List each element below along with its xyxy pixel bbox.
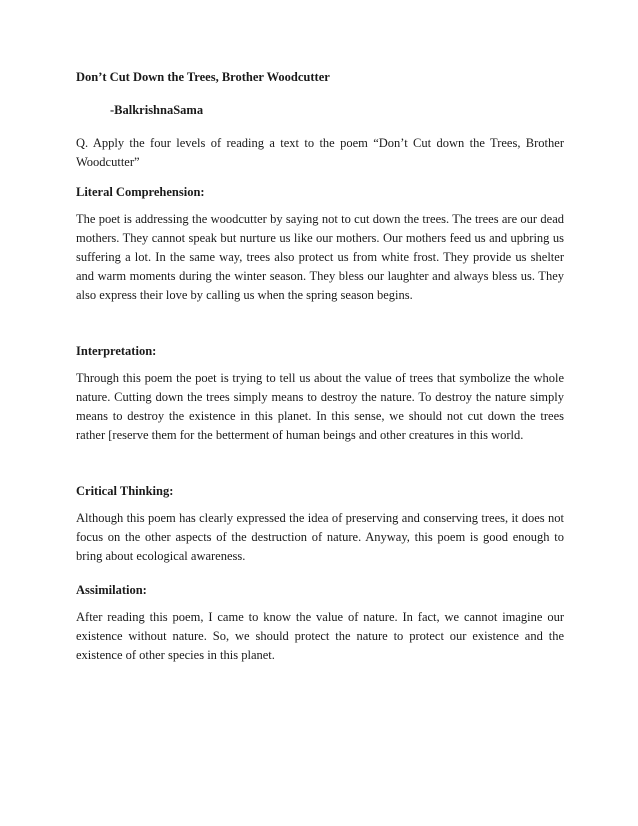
question-text: Q. Apply the four levels of reading a text to the poem “Don’t Cut down the Trees, Brother Woodcutter” <box>76 136 564 169</box>
section-body: Although this poem has clearly expressed the idea of preserving and conserving trees, it does not focus on the other aspects of the destruction of nature. Anyway, this poem is good enough to bring about ecological awareness. <box>76 511 564 563</box>
section-heading: Critical Thinking: <box>76 484 174 498</box>
document-author: -BalkrishnaSama <box>110 103 204 117</box>
section-assimilation <box>76 582 564 665</box>
section-critical-thinking <box>76 483 564 566</box>
section-body: Through this poem the poet is trying to tell us about the value of trees that symbolize the whole nature. Cutting down the trees simply means to destroy the nature. To destroy the nature simply means to destroy the existence in this planet. In this sense, we should not cut down the trees rather [reserve them for the betterment of human beings and other creatures in this world. <box>76 371 564 442</box>
document-title: Don’t Cut Down the Trees, Brother Woodcutter <box>76 70 330 84</box>
section-body: The poet is addressing the woodcutter by saying not to cut down the trees. The trees are our dead mothers. They cannot speak but nurture us like our mothers. Our mothers feed us and upbring us suffering a lot. In the same way, trees also protect us from white frost. They provide us shelter and warm moments during the winter season. They bless our laughter and always bless us. They also express their love by calling us when the spring season begins. <box>76 212 564 302</box>
section-interpretation <box>76 343 564 445</box>
section-heading: Literal Comprehension: <box>76 185 205 199</box>
document-page <box>76 69 564 681</box>
section-heading: Interpretation: <box>76 344 157 358</box>
section-literal-comprehension <box>76 184 564 305</box>
section-body: After reading this poem, I came to know the value of nature. In fact, we cannot imagine our existence without nature. So, we should protect the nature to protect our existence and the existence of other species in this planet. <box>76 610 564 662</box>
section-heading: Assimilation: <box>76 583 147 597</box>
